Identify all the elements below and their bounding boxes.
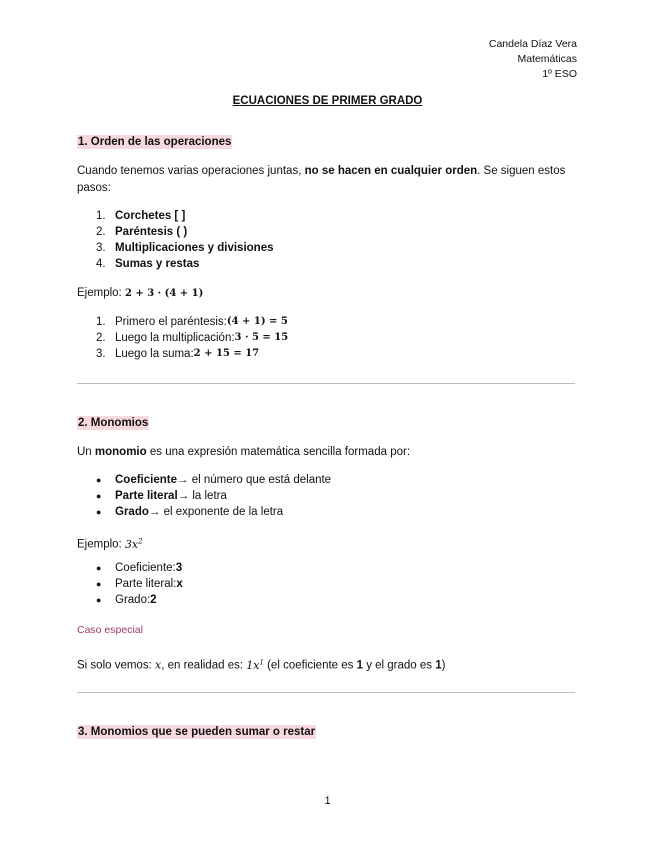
example-parts-list [96, 560, 183, 608]
intro-text-end: es una expresión matemática sencilla formada por: [146, 446, 411, 458]
intro-bold: monomio [94, 446, 147, 458]
author-name: Candela Díaz Vera [488, 38, 577, 50]
step-label: Corchetes [ ] [115, 210, 186, 222]
list-item [96, 472, 331, 488]
section-1-heading-text: 1. Orden de las operaciones [78, 136, 232, 148]
section-3-heading [77, 726, 316, 738]
section-1-example [77, 285, 582, 302]
special-variable: x [154, 658, 162, 672]
special-text: Si solo vemos: [77, 659, 155, 672]
special-base: 1x [246, 658, 260, 672]
page-number: 1 [324, 795, 331, 807]
part-description: → el exponente de la letra [148, 506, 284, 518]
step-text: Primero el paréntesis: [115, 316, 227, 328]
example-label: Ejemplo: [77, 538, 125, 551]
list-number: 1. [96, 316, 106, 328]
step-label: Multiplicaciones y divisiones [115, 242, 274, 254]
bullet-icon: ● [96, 595, 102, 605]
bullet-icon: ● [96, 491, 102, 501]
example-base: 3x [124, 537, 139, 551]
list-number: 1. [96, 210, 106, 222]
intro-bold: no se hacen en cualquier orden [304, 165, 478, 177]
operations-order-list [96, 208, 274, 272]
list-item [96, 256, 274, 272]
section-2-heading-text: 2. Monomios [78, 417, 149, 429]
section-3-heading-text: 3. Monomios que se pueden sumar o restar [78, 726, 316, 738]
part-text: Coeficiente: [115, 562, 176, 574]
special-text: ) [441, 659, 446, 672]
step-expression: 2 + 15 = 17 [193, 348, 260, 359]
step-label: Sumas y restas [115, 258, 200, 270]
bullet-icon: ● [96, 507, 102, 517]
special-text: , en realidad es: [161, 659, 247, 672]
step-text: Luego la multiplicación: [115, 332, 235, 344]
section-divider [77, 692, 575, 693]
part-description: → la letra [177, 490, 227, 502]
section-1-heading [77, 136, 232, 148]
list-item [96, 504, 331, 520]
part-name: Coeficiente [115, 474, 177, 486]
list-number: 2. [96, 226, 106, 238]
step-expression: (4 + 1) = 5 [226, 316, 288, 327]
bullet-icon: ● [96, 475, 102, 485]
document-title [0, 95, 655, 107]
list-item [96, 224, 274, 240]
section-2-heading [77, 417, 149, 429]
list-item [96, 208, 274, 224]
special-exponent: 1 [259, 658, 264, 666]
section-2-intro [77, 444, 582, 461]
monomial-parts-list [96, 472, 331, 520]
part-text: Parte literal: [115, 578, 177, 590]
intro-text: Cuando tenemos varias operaciones juntas, [77, 165, 305, 177]
example-exponent: 2 [138, 537, 143, 545]
part-name: Grado [115, 506, 149, 518]
course-name: 1º ESO [542, 68, 577, 80]
part-text: Grado: [115, 594, 151, 606]
list-number: 3. [96, 242, 106, 254]
example-expression: 2 + 3 · (4 + 1) [124, 288, 204, 299]
step-expression: 3 · 5 = 15 [234, 332, 289, 343]
list-item [96, 346, 288, 362]
special-text: (el coeficiente es [263, 659, 357, 672]
part-value: 2 [150, 594, 157, 606]
step-text: Luego la suma: [115, 348, 194, 360]
intro-text-end: . Se siguen estos pasos: [77, 165, 566, 194]
list-item [96, 330, 288, 346]
section-2-example [77, 533, 582, 554]
special-grade: 1 [435, 659, 442, 672]
list-item [96, 560, 183, 576]
example-label: Ejemplo: [77, 287, 125, 299]
list-number: 2. [96, 332, 106, 344]
list-item [96, 592, 183, 608]
list-item [96, 576, 183, 592]
list-number: 4. [96, 258, 106, 270]
list-item [96, 488, 331, 504]
step-label: Paréntesis ( ) [115, 226, 188, 238]
document-title-text: ECUACIONES DE PRIMER GRADO [232, 95, 423, 107]
bullet-icon: ● [96, 563, 102, 573]
special-expression [246, 659, 264, 672]
example-expression [125, 538, 143, 551]
special-text: y el grado es [363, 659, 436, 672]
part-value: 3 [175, 562, 183, 574]
special-case-label: Caso especial [77, 624, 143, 636]
list-item [96, 314, 288, 330]
example-steps-list [96, 314, 288, 362]
part-name: Parte literal [115, 490, 178, 502]
intro-text: Un [77, 446, 95, 458]
list-item [96, 240, 274, 256]
special-case-text [77, 654, 582, 675]
bullet-icon: ● [96, 579, 102, 589]
part-value: x [176, 578, 183, 590]
special-coefficient: 1 [356, 659, 363, 672]
list-number: 3. [96, 348, 106, 360]
subject-name: Matemáticas [517, 53, 577, 65]
document-header [489, 37, 577, 82]
section-1-intro [77, 163, 582, 197]
section-divider [77, 383, 575, 384]
part-description: → el número que está delante [177, 474, 332, 486]
